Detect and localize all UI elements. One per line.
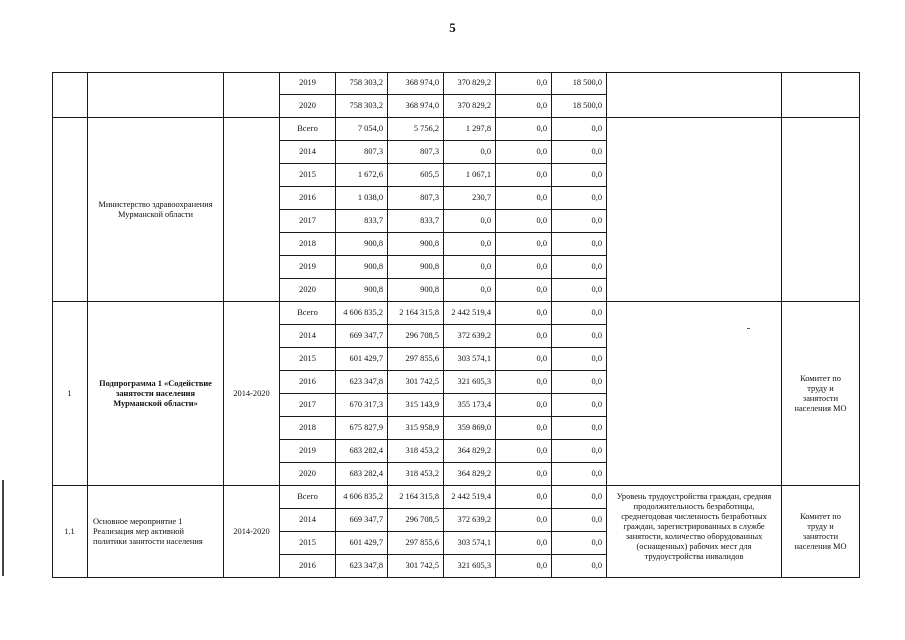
regional-budget-cell: 900,8 (388, 233, 444, 256)
regional-budget-cell: 301 742,5 (388, 371, 444, 394)
total-cell: 1 038,0 (336, 187, 388, 210)
regional-budget-cell: 900,8 (388, 279, 444, 302)
subprogram-number: 1 (52, 302, 88, 486)
other-sources-cell: 18 500,0 (552, 95, 607, 118)
year-cell: 2016 (280, 555, 336, 578)
total-cell: 623 347,8 (336, 371, 388, 394)
regional-budget-cell: 833,7 (388, 210, 444, 233)
total-cell: 900,8 (336, 233, 388, 256)
year-cell: 2015 (280, 348, 336, 371)
regional-budget-cell: 297 855,6 (388, 348, 444, 371)
regional-budget-cell: 368 974,0 (388, 95, 444, 118)
year-cell: 2018 (280, 417, 336, 440)
number-cell-empty (52, 118, 88, 302)
year-cell: 2015 (280, 532, 336, 555)
year-cell: 2017 (280, 210, 336, 233)
other-sources-cell: 0,0 (552, 164, 607, 187)
regional-budget-cell: 318 453,2 (388, 440, 444, 463)
regional-budget-cell: 605,5 (388, 164, 444, 187)
total-cell: 670 317,3 (336, 394, 388, 417)
table-left-border (52, 72, 53, 578)
federal-budget-cell: 364 829,2 (444, 440, 496, 463)
other-sources-cell: 0,0 (552, 486, 607, 509)
regional-budget-cell: 5 756,2 (388, 118, 444, 141)
regional-budget-cell: 2 164 315,8 (388, 486, 444, 509)
other-sources-cell: 0,0 (552, 141, 607, 164)
other-sources-cell: 0,0 (552, 279, 607, 302)
total-cell: 675 827,9 (336, 417, 388, 440)
federal-budget-cell: 370 829,2 (444, 72, 496, 95)
activity-number: 1.1 (52, 486, 88, 578)
activity-period: 2014-2020 (224, 486, 280, 578)
local-budget-cell: 0,0 (496, 463, 552, 486)
local-budget-cell: 0,0 (496, 256, 552, 279)
year-cell: 2015 (280, 164, 336, 187)
other-sources-cell: 0,0 (552, 371, 607, 394)
scan-dot (747, 328, 750, 329)
regional-budget-cell: 297 855,6 (388, 532, 444, 555)
year-cell: 2019 (280, 256, 336, 279)
regional-budget-cell: 301 742,5 (388, 555, 444, 578)
year-cell: 2020 (280, 279, 336, 302)
total-cell: 669 347,7 (336, 325, 388, 348)
local-budget-cell: 0,0 (496, 302, 552, 325)
regional-budget-cell: 315 143,9 (388, 394, 444, 417)
other-sources-cell: 0,0 (552, 440, 607, 463)
executor-cell-continued (782, 72, 860, 118)
other-sources-cell: 0,0 (552, 325, 607, 348)
subprogram-executor: Комитет по труду и занятости населения МО (782, 302, 860, 486)
federal-budget-cell: 303 574,1 (444, 532, 496, 555)
regional-budget-cell: 318 453,2 (388, 463, 444, 486)
other-sources-cell: 0,0 (552, 256, 607, 279)
regional-budget-cell: 296 708,5 (388, 325, 444, 348)
federal-budget-cell: 372 639,2 (444, 509, 496, 532)
table-top-border (52, 72, 860, 73)
local-budget-cell: 0,0 (496, 486, 552, 509)
year-cell: 2018 (280, 233, 336, 256)
federal-budget-cell: 0,0 (444, 279, 496, 302)
period-cell-empty (224, 118, 280, 302)
total-cell: 683 282,4 (336, 440, 388, 463)
federal-budget-cell: 364 829,2 (444, 463, 496, 486)
total-cell: 4 606 835,2 (336, 486, 388, 509)
subprogram-period: 2014-2020 (224, 302, 280, 486)
other-sources-cell: 0,0 (552, 118, 607, 141)
year-cell: 2014 (280, 325, 336, 348)
federal-budget-cell: 2 442 519,4 (444, 302, 496, 325)
local-budget-cell: 0,0 (496, 509, 552, 532)
local-budget-cell: 0,0 (496, 233, 552, 256)
federal-budget-cell: 321 605,3 (444, 371, 496, 394)
federal-budget-cell: 359 869,0 (444, 417, 496, 440)
federal-budget-cell: 0,0 (444, 233, 496, 256)
total-cell: 758 303,2 (336, 95, 388, 118)
local-budget-cell: 0,0 (496, 440, 552, 463)
local-budget-cell: 0,0 (496, 72, 552, 95)
health-ministry-name: Министерство здравоохранения Мурманской области (88, 118, 224, 302)
local-budget-cell: 0,0 (496, 394, 552, 417)
total-cell: 807,3 (336, 141, 388, 164)
subprogram-indicators-empty (607, 302, 782, 486)
federal-budget-cell: 303 574,1 (444, 348, 496, 371)
regional-budget-cell: 900,8 (388, 256, 444, 279)
total-cell: 7 054,0 (336, 118, 388, 141)
total-cell: 601 429,7 (336, 532, 388, 555)
other-sources-cell: 0,0 (552, 555, 607, 578)
year-cell: 2014 (280, 509, 336, 532)
subprogram-name: Подпрограмма 1 «Содействие занятости населения Мурманской области» (88, 302, 224, 486)
federal-budget-cell: 0,0 (444, 210, 496, 233)
number-cell-continued (52, 72, 88, 118)
federal-budget-cell: 2 442 519,4 (444, 486, 496, 509)
other-sources-cell: 0,0 (552, 394, 607, 417)
local-budget-cell: 0,0 (496, 532, 552, 555)
local-budget-cell: 0,0 (496, 187, 552, 210)
local-budget-cell: 0,0 (496, 348, 552, 371)
other-sources-cell: 0,0 (552, 463, 607, 486)
local-budget-cell: 0,0 (496, 118, 552, 141)
other-sources-cell: 0,0 (552, 210, 607, 233)
year-cell: 2020 (280, 95, 336, 118)
activity-executor: Комитет по труду и занятости населения МО (782, 486, 860, 578)
year-cell: Всего (280, 302, 336, 325)
local-budget-cell: 0,0 (496, 95, 552, 118)
year-cell: 2019 (280, 440, 336, 463)
local-budget-cell: 0,0 (496, 210, 552, 233)
activity-name: Основное мероприятие 1 Реализация мер активной политики занятости населения (88, 486, 224, 578)
other-sources-cell: 18 500,0 (552, 72, 607, 95)
other-sources-cell: 0,0 (552, 187, 607, 210)
federal-budget-cell: 0,0 (444, 256, 496, 279)
year-cell: 2016 (280, 187, 336, 210)
federal-budget-cell: 321 605,3 (444, 555, 496, 578)
local-budget-cell: 0,0 (496, 279, 552, 302)
total-cell: 833,7 (336, 210, 388, 233)
year-cell: Всего (280, 486, 336, 509)
year-cell: 2019 (280, 72, 336, 95)
local-budget-cell: 0,0 (496, 325, 552, 348)
federal-budget-cell: 230,7 (444, 187, 496, 210)
total-cell: 900,8 (336, 256, 388, 279)
regional-budget-cell: 2 164 315,8 (388, 302, 444, 325)
local-budget-cell: 0,0 (496, 417, 552, 440)
indicator-cell-continued (607, 72, 782, 118)
regional-budget-cell: 296 708,5 (388, 509, 444, 532)
federal-budget-cell: 0,0 (444, 141, 496, 164)
activity-indicators: Уровень трудоустройства граждан, средняя продолжительность безработицы, среднегодовая численность безработных граждан, зарегистрированных в службе занятости, количество оборудованных (оснащенных) рабочих мест для трудоустройства инвалидов (607, 486, 782, 578)
other-sources-cell: 0,0 (552, 302, 607, 325)
year-cell: 2014 (280, 141, 336, 164)
total-cell: 900,8 (336, 279, 388, 302)
total-cell: 601 429,7 (336, 348, 388, 371)
other-sources-cell: 0,0 (552, 233, 607, 256)
local-budget-cell: 0,0 (496, 555, 552, 578)
federal-budget-cell: 1 297,8 (444, 118, 496, 141)
total-cell: 1 672,6 (336, 164, 388, 187)
federal-budget-cell: 370 829,2 (444, 95, 496, 118)
year-cell: 2017 (280, 394, 336, 417)
year-cell: Всего (280, 118, 336, 141)
total-cell: 758 303,2 (336, 72, 388, 95)
name-cell-continued (88, 72, 224, 118)
local-budget-cell: 0,0 (496, 371, 552, 394)
regional-budget-cell: 807,3 (388, 187, 444, 210)
total-cell: 623 347,8 (336, 555, 388, 578)
page-number: 5 (449, 20, 456, 35)
other-sources-cell: 0,0 (552, 509, 607, 532)
period-cell-continued (224, 72, 280, 118)
scan-edge-mark (2, 480, 4, 576)
other-sources-cell: 0,0 (552, 532, 607, 555)
local-budget-cell: 0,0 (496, 164, 552, 187)
federal-budget-cell: 355 173,4 (444, 394, 496, 417)
year-cell: 2020 (280, 463, 336, 486)
indicator-cell-empty (607, 118, 782, 302)
other-sources-cell: 0,0 (552, 417, 607, 440)
executor-cell-empty (782, 118, 860, 302)
local-budget-cell: 0,0 (496, 141, 552, 164)
federal-budget-cell: 372 639,2 (444, 325, 496, 348)
year-cell: 2016 (280, 371, 336, 394)
regional-budget-cell: 368 974,0 (388, 72, 444, 95)
regional-budget-cell: 315 958,9 (388, 417, 444, 440)
regional-budget-cell: 807,3 (388, 141, 444, 164)
total-cell: 4 606 835,2 (336, 302, 388, 325)
total-cell: 669 347,7 (336, 509, 388, 532)
other-sources-cell: 0,0 (552, 348, 607, 371)
federal-budget-cell: 1 067,1 (444, 164, 496, 187)
total-cell: 683 282,4 (336, 463, 388, 486)
